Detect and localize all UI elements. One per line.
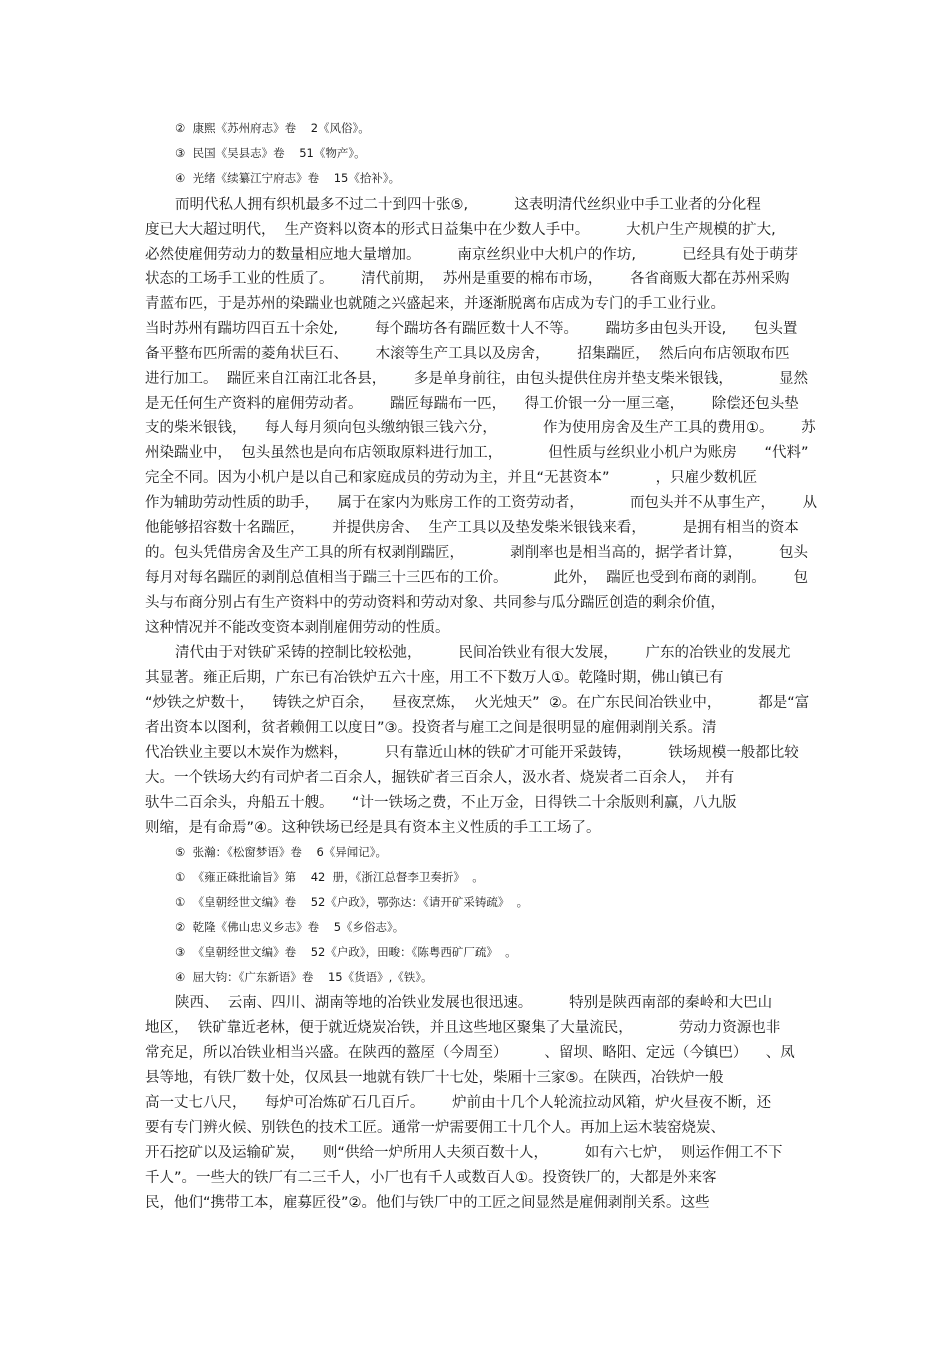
- p1-line-6: 当时苏州有踹坊四百五十余处, 每个踹坊各有踹匠数十人不等。 踹坊多由包头开设, 包头置: [145, 321, 798, 337]
- p2-line-7: 驮牛二百余头，舟船五十艘。 “计一铁场之费，不止万金，日得铁二十余版则利赢，八九版: [145, 795, 737, 811]
- p3-line-1: 陕西、 云南、四川、湖南等地的冶铁业发展也很迅速。 特别是陕西南部的秦岭和大巴山: [175, 995, 773, 1011]
- p3-line-4: 县等地，有铁厂数十处，仅凤县一地就有铁厂十七处，柴厢十三家⑤。在陕西，冶铁炉一般: [145, 1070, 724, 1086]
- p1-line-3: 必然使雇佣劳动力的数量相应地大量增加。 南京丝织业中大机户的作坊, 已经具有处于萌芽: [145, 247, 799, 263]
- p3-line-5: 高一丈七八尺， 每炉可冶炼矿石几百斤。 炉前由十几个人轮流拉动风箱，炉火昼夜不断，还: [145, 1095, 772, 1111]
- p1-line-2: 度已大大超过明代， 生产资料以资本的形式日益集中在少数人手中。 大机户生产规模的扩大,: [145, 222, 776, 238]
- p3-line-2: 地区， 铁矿靠近老林，便于就近烧炭冶铁，并且这些地区聚集了大量流民， 劳动力资源也非: [145, 1020, 781, 1036]
- footnote-3-wuxian: ③ 民国《吴县志》卷 51《物产》。: [175, 146, 366, 160]
- p1-line-14: 他能够招容数十名踹匠， 并提供房舍、 生产工具以及垫发柴米银钱来看， 是拥有相当的资本: [145, 520, 799, 536]
- p1-line-4: 状态的工场手工业的性质了。 清代前期， 苏州是重要的棉布市场， 各省商贩大都在苏州采购: [145, 271, 790, 287]
- p1-line-1: 而明代私人拥有织机最多不过二十到四十张⑤, 这表明清代丝织业中手工业者的分化程: [175, 197, 761, 213]
- p1-line-15: 的。包头凭借房舍及生产工具的所有权剥削踹匠， 剥削率也是相当高的，据学者计算， 包头: [145, 545, 808, 561]
- p3-line-8: 千人”。一些大的铁厂有二三千人，小厂也有千人或数百人①。投资铁厂的，大都是外来客: [145, 1170, 717, 1186]
- p1-line-11: 州染踹业中， 包头虽然也是向布店领取原料进行加工， 但性质与丝织业小机户为账房 “代料”: [145, 445, 809, 461]
- footnote-1-huangchao: ① 《皇朝经世文编》卷 52《户政》，鄂弥达：《请开矿采铸疏》 。: [175, 895, 529, 909]
- p2-line-2: 其显著。雍正后期，广东已有冶铁炉五六十座，用工不下数万人①。乾隆时期，佛山镇已有: [145, 670, 724, 686]
- p1-line-8: 进行加工。 踹匠来自江南江北各县， 多是单身前往，由包头提供住房并垫支柴米银钱， 显然: [145, 371, 808, 387]
- p2-line-6: 大。一个铁场大约有司炉者二百余人，掘铁矿者三百余人，汲水者、烧炭者二百余人， 并有: [145, 770, 735, 786]
- p1-line-17: 头与布商分别占有生产资料中的劳动资料和劳动对象、共同参与瓜分踹匠创造的剩余价值，: [145, 595, 725, 611]
- p1-line-10: 支的柴米银钱， 每人每月须向包头缴纳银三钱六分， 作为使用房舍及生产工具的费用①。 苏: [145, 420, 816, 436]
- p3-line-9: 民，他们“携带工本，雇募匠役”②。他们与铁厂中的工匠之间显然是雇佣剥削关系。这些: [145, 1195, 710, 1211]
- p1-line-5: 青蓝布匹，于是苏州的染踹业也就随之兴盛起来，并逐渐脱离布店成为专门的手工业行业。: [145, 296, 725, 312]
- footnote-1-yongzheng: ① 《雍正硃批谕旨》第 42 册，《浙江总督李卫奏折》 。: [175, 870, 484, 884]
- p1-line-13: 作为辅助劳动性质的助手， 属于在家内为账房工作的工资劳动者， 而包头并不从事生产， 从: [145, 495, 818, 511]
- footnote-3-huangchao: ③ 《皇朝经世文编》卷 52《户政》，田畯：《陈粤西矿厂疏》 。: [175, 945, 517, 959]
- p2-line-8: 则缩，是有命焉”④。这种铁场已经是具有资本主义性质的手工工场了。: [145, 820, 601, 836]
- p2-line-5: 代冶铁业主要以木炭作为燃料， 只有靠近山林的铁矿才可能开采鼓铸， 铁场规模一般都比较: [145, 745, 799, 761]
- p2-line-3: “炒铁之炉数十， 铸铁之炉百余， 昼夜烹炼， 火光烛天” ②。在广东民间冶铁业中， 都是“富: [145, 695, 810, 711]
- footnote-4-jiangning: ④ 光绪《续纂江宁府志》卷 15《拾补》。: [175, 171, 401, 185]
- p2-line-1: 清代由于对铁矿采铸的控制比较松弛， 民间冶铁业有很大发展， 广东的冶铁业的发展尤: [175, 645, 791, 661]
- p2-line-4: 者出资本以图利，贫者赖佣工以度日”③。投资者与雇工之间是很明显的雇佣剥削关系。清: [145, 720, 717, 736]
- footnote-4-guangdong: ④ 屈大钧：《广东新语》卷 15《货语》,《铁》。: [175, 970, 433, 984]
- footnote-5-songchuang: ⑤ 张瀚：《松窗梦语》卷 6《异闻记》。: [175, 845, 388, 859]
- p1-line-16: 每月对每名踹匠的剥削总值相当于踹三十三匹布的工价。 此外， 踹匠也受到布商的剥削。 包: [145, 570, 808, 586]
- p1-line-18: 这种情况并不能改变资本剥削雇佣劳动的性质。: [145, 620, 450, 636]
- p1-line-12: 完全不同。因为小机户是以自己和家庭成员的劳动为主，并且“无甚资本” ，只雇少数机匠: [145, 470, 758, 486]
- p3-line-7: 开石挖矿以及运输矿炭， 则“供给一炉所用人夫须百数十人， 如有六七炉， 则运作佣工不下: [145, 1145, 783, 1161]
- p3-line-3: 常充足，所以冶铁业相当兴盛。在陕西的盩厔（今周至） 、留坝、略阳、定远（今镇巴） 、凤: [145, 1045, 795, 1061]
- p3-line-6: 要有专门辨火候、别铁色的技术工匠。通常一炉需要佣工十几个人。再加上运木装窑烧炭、: [145, 1120, 725, 1136]
- footnote-2-suzhou: ② 康熙《苏州府志》卷 2《风俗》。: [175, 121, 370, 135]
- p1-line-9: 是无任何生产资料的雇佣劳动者。 踹匠每踹布一匹， 得工价银一分一厘三毫， 除偿还包头垫: [145, 396, 799, 412]
- footnote-2-foshan: ② 乾隆《佛山忠义乡志》卷 5《乡俗志》。: [175, 920, 405, 934]
- p1-line-7: 备平整布匹所需的菱角状巨石、 木滚等生产工具以及房舍， 招集踹匠， 然后向布店领取布匹: [145, 346, 790, 362]
